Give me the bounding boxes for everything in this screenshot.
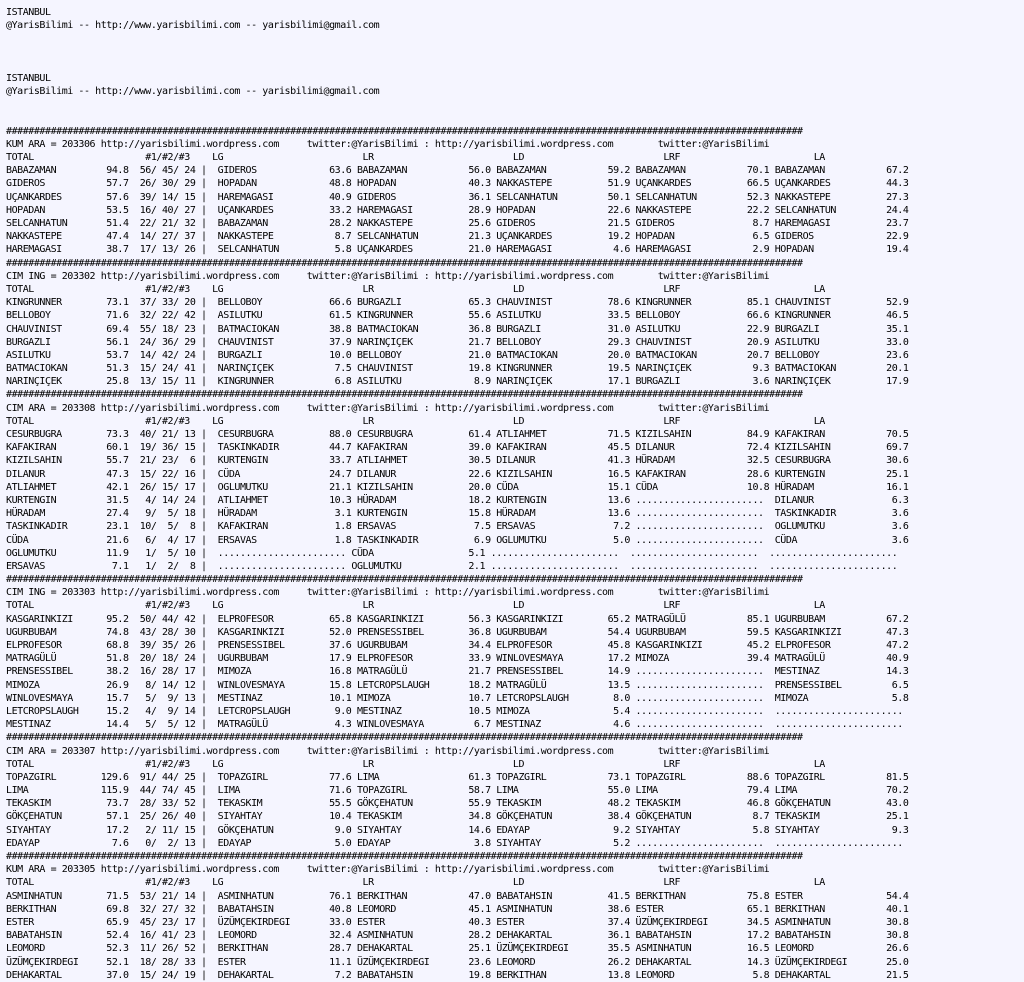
table-row: BERKITHAN 69.8 32/ 27/ 32 | BABATAHSIN 40.8 LEOMORD 45.1 ASMINHATUN 38.6 ESTER 65.1 BERKITHAN 40.1 [6, 903, 909, 915]
table-row: KINGRUNNER 73.1 37/ 33/ 20 | BELLOBOY 66.6 BURGAZLI 65.3 CHAUVINIST 78.6 KINGRUNNER 85.1 CHAUVINIST 52.9 [6, 297, 909, 309]
table-row: DEHAKARTAL 37.0 15/ 24/ 19 | DEHAKARTAL 7.2 BABATAHSIN 19.8 BERKITHAN 13.8 LEOMORD 5.8 DEHAKARTAL 21.5 [6, 969, 909, 981]
table-row: GÖKÇEHATUN 57.1 25/ 26/ 40 | SIYAHTAY 10.4 TEKASKIM 34.8 GÖKÇEHATUN 38.4 GÖKÇEHATUN 8.7 TEKASKIM 25.1 [6, 811, 909, 823]
race-title: CIM ING = 203303 http://yarisbilimi.wordpress.com twitter:@YarisBilimi : http://yarisbilimi.wordpress.com twitter:@YarisBilimi [6, 587, 770, 599]
table-row: KIZILSAHIN 55.7 21/ 23/ 6 | KURTENGIN 33.7 ATLIAHMET 30.5 DILANUR 41.3 HÜRADAM 32.5 CESURBUGRA 30.6 [6, 455, 909, 467]
column-header: TOTAL #1/#2/#3 LG LR LD LRF LA [6, 415, 825, 427]
table-row: CHAUVINIST 69.4 55/ 18/ 23 | BATMACIOKAN 38.8 BATMACIOKAN 36.8 BURGAZLI 31.0 ASILUTKU 22.9 BURGAZLI 35.1 [6, 323, 909, 335]
table-row: LETCROPSLAUGH 15.2 4/ 9/ 14 | LETCROPSLAUGH 9.0 MESTINAZ 10.5 MIMOZA 5.4 ....................... ....................... [6, 705, 903, 717]
document-body [6, 6, 908, 982]
table-row: ÜZÜMÇEKIRDEGI 52.1 18/ 28/ 33 | ESTER 11.1 ÜZÜMÇEKIRDEGI 23.6 LEOMORD 26.2 DEHAKARTAL 14.3 ÜZÜMÇEKIRDEGI 25.0 [6, 956, 909, 968]
table-row: ERSAVAS 7.1 1/ 2/ 8 | ....................... OGLUMUTKU 2.1 ....................... ....................... ....................... [6, 560, 898, 572]
header-city: ISTANBUL [6, 72, 51, 84]
header-city: ISTANBUL [6, 7, 51, 18]
table-row: ASILUTKU 53.7 14/ 42/ 24 | BURGAZLI 10.0 BELLOBOY 21.0 BATMACIOKAN 20.0 BATMACIOKAN 20.7 BELLOBOY 23.6 [6, 349, 909, 361]
table-row: GIDEROS 57.7 26/ 30/ 29 | HOPADAN 48.8 HOPADAN 40.3 NAKKASTEPE 51.9 UÇANKARDES 66.5 UÇANKARDES 44.3 [6, 178, 909, 190]
race-title: CIM ARA = 203308 http://yarisbilimi.wordpress.com twitter:@YarisBilimi : http://yarisbilimi.wordpress.com twitter:@YarisBilimi [6, 402, 770, 414]
column-header: TOTAL #1/#2/#3 LG LR LD LRF LA [6, 877, 825, 889]
race-title: CIM ING = 203302 http://yarisbilimi.wordpress.com twitter:@YarisBilimi : http://yarisbilimi.wordpress.com twitter:@YarisBilimi [6, 270, 770, 282]
table-row: TASKINKADIR 23.1 10/ 5/ 8 | KAFAKIRAN 1.8 ERSAVAS 7.5 ERSAVAS 7.2 ....................... OGLUMUTKU 3.6 [6, 521, 909, 533]
separator-line: ############################################################################################################################################### [6, 851, 803, 862]
blank-line [6, 98, 908, 111]
header-credit: @YarisBilimi -- http://www.yarisbilimi.com -- yarisbilimi@gmail.com [6, 86, 380, 98]
table-row: UGURBUBAM 74.8 43/ 28/ 30 | KASGARINKIZI 52.0 PRENSESSIBEL 36.8 UGURBUBAM 54.4 UGURBUBAM 59.5 KASGARINKIZI 47.3 [6, 626, 909, 638]
table-row: LEOMORD 52.3 11/ 26/ 52 | BERKITHAN 28.7 DEHAKARTAL 25.1 ÜZÜMÇEKIRDEGI 35.5 ASMINHATUN 16.5 LEOMORD 26.6 [6, 943, 909, 955]
table-row: MATRAGÜLÜ 51.8 20/ 18/ 24 | UGURBUBAM 17.9 ELPROFESOR 33.9 WINLOVESMAYA 17.2 MIMOZA 39.4 MATRAGÜLÜ 40.9 [6, 653, 909, 665]
table-row: KURTENGIN 31.5 4/ 14/ 24 | ATLIAHMET 10.3 HÜRADAM 18.2 KURTENGIN 13.6 ....................... DILANUR 6.3 [6, 494, 909, 506]
table-row: DILANUR 47.3 15/ 22/ 16 | CÜDA 24.7 DILANUR 22.6 KIZILSAHIN 16.5 KAFAKIRAN 28.6 KURTENGIN 25.1 [6, 468, 909, 480]
table-row: ELPROFESOR 68.8 39/ 35/ 26 | PRENSESSIBEL 37.6 UGURBUBAM 34.4 ELPROFESOR 45.8 KASGARINKIZI 45.2 ELPROFESOR 47.2 [6, 640, 909, 651]
separator-line: ############################################################################################################################################### [6, 732, 803, 744]
separator-line: ############################################################################################################################################### [6, 257, 803, 269]
table-row: BABAZAMAN 94.8 56/ 45/ 24 | GIDEROS 63.6 BABAZAMAN 56.0 BABAZAMAN 59.2 BABAZAMAN 70.1 BABAZAMAN 67.2 [6, 165, 909, 177]
table-row: EDAYAP 7.6 0/ 2/ 13 | EDAYAP 5.0 EDAYAP 3.8 SIYAHTAY 5.2 ....................... ....................... [6, 837, 903, 849]
table-row: BATMACIOKAN 51.3 15/ 24/ 41 | NARINÇIÇEK 7.5 CHAUVINIST 19.8 KINGRUNNER 19.5 NARINÇIÇEK 9.3 BATMACIOKAN 20.1 [6, 363, 909, 375]
column-header: TOTAL #1/#2/#3 LG LR LD LRF LA [6, 758, 825, 770]
blank-line [6, 46, 908, 59]
header-credit: @YarisBilimi -- http://www.yarisbilimi.com -- yarisbilimi@gmail.com [6, 20, 380, 32]
table-row: OGLUMUTKU 11.9 1/ 5/ 10 | ....................... CÜDA 5.1 ....................... ....................... ....................... [6, 547, 898, 559]
table-row: TEKASKIM 73.7 28/ 33/ 52 | TEKASKIM 55.5 GÖKÇEHATUN 55.9 TEKASKIM 48.2 TEKASKIM 46.8 GÖKÇEHATUN 43.0 [6, 798, 909, 810]
blank-line [6, 32, 908, 45]
table-row: SELCANHATUN 51.4 22/ 21/ 32 | BABAZAMAN 28.2 NAKKASTEPE 25.6 GIDEROS 21.5 GIDEROS 8.7 HAREMAGASI 23.7 [6, 218, 909, 229]
table-row: CÜDA 21.6 6/ 4/ 17 | ERSAVAS 1.8 TASKINKADIR 6.9 OGLUMUTKU 5.0 ....................... CÜDA 3.6 [6, 534, 909, 546]
table-row: ASMINHATUN 71.5 53/ 21/ 14 | ASMINHATUN 76.1 BERKITHAN 47.0 BABATAHSIN 41.5 BERKITHAN 75.8 ESTER 54.4 [6, 890, 909, 902]
table-row: BURGAZLI 56.1 24/ 36/ 29 | CHAUVINIST 37.9 NARINÇIÇEK 21.7 BELLOBOY 29.3 CHAUVINIST 20.9 ASILUTKU 33.0 [6, 336, 909, 348]
table-row: PRENSESSIBEL 38.2 16/ 28/ 17 | MIMOZA 16.8 MATRAGÜLÜ 21.7 PRENSESSIBEL 14.9 ....................... MESTINAZ 14.3 [6, 666, 909, 678]
table-row: NARINÇIÇEK 25.8 13/ 15/ 11 | KINGRUNNER 6.8 ASILUTKU 8.9 NARINÇIÇEK 17.1 BURGAZLI 3.6 NARINÇIÇEK 17.9 [6, 376, 909, 388]
table-row: SIYAHTAY 17.2 2/ 11/ 15 | GÖKÇEHATUN 9.0 SIYAHTAY 14.6 EDAYAP 9.2 SIYAHTAY 5.8 SIYAHTAY 9.3 [6, 824, 909, 836]
blank-line [6, 112, 908, 125]
table-row: LIMA 115.9 44/ 74/ 45 | LIMA 71.6 TOPAZGIRL 58.7 LIMA 55.0 LIMA 79.4 LIMA 70.2 [6, 785, 909, 797]
blank-line [6, 59, 908, 72]
race-title: CIM ARA = 203307 http://yarisbilimi.wordpress.com twitter:@YarisBilimi : http://yarisbilimi.wordpress.com twitter:@YarisBilimi [6, 745, 770, 757]
table-row: HAREMAGASI 38.7 17/ 13/ 26 | SELCANHATUN 5.8 UÇANKARDES 21.0 HAREMAGASI 4.6 HAREMAGASI 2.9 HOPADAN 19.4 [6, 244, 909, 256]
table-row: CESURBUGRA 73.3 40/ 21/ 13 | CESURBUGRA 88.0 CESURBUGRA 61.4 ATLIAHMET 71.5 KIZILSAHIN 84.9 KAFAKIRAN 70.5 [6, 429, 909, 440]
race-title: KUM ARA = 203305 http://yarisbilimi.wordpress.com twitter:@YarisBilimi : http://yarisbilimi.wordpress.com twitter:@YarisBilimi [6, 864, 770, 876]
table-row: BELLOBOY 71.6 32/ 22/ 42 | ASILUTKU 61.5 KINGRUNNER 55.6 ASILUTKU 33.5 BELLOBOY 66.6 KINGRUNNER 46.5 [6, 310, 909, 322]
table-row: WINLOVESMAYA 15.7 5/ 9/ 13 | MESTINAZ 10.1 MIMOZA 10.7 LETCROPSLAUGH 8.0 ....................... MIMOZA 5.8 [6, 692, 909, 704]
separator-line: ############################################################################################################################################### [6, 574, 803, 586]
column-header: TOTAL #1/#2/#3 LG LR LD LRF LA [6, 152, 825, 164]
table-row: TOPAZGIRL 129.6 91/ 44/ 25 | TOPAZGIRL 77.6 LIMA 61.3 TOPAZGIRL 73.1 TOPAZGIRL 88.6 TOPAZGIRL 81.5 [6, 771, 909, 783]
table-row: KAFAKIRAN 60.1 19/ 36/ 15 | TASKINKADIR 44.7 KAFAKIRAN 39.0 KAFAKIRAN 45.5 DILANUR 72.4 KIZILSAHIN 69.7 [6, 442, 909, 454]
table-row: HÜRADAM 27.4 9/ 5/ 18 | HÜRADAM 3.1 KURTENGIN 15.8 HÜRADAM 13.6 ....................... TASKINKADIR 3.6 [6, 508, 909, 520]
table-row: NAKKASTEPE 47.4 14/ 27/ 37 | NAKKASTEPE 8.7 SELCANHATUN 21.3 UÇANKARDES 19.2 HOPADAN 6.5 GIDEROS 22.9 [6, 231, 909, 243]
separator-line: ############################################################################################################################################### [6, 125, 803, 137]
table-row: ESTER 65.9 45/ 23/ 17 | ÜZÜMÇEKIRDEGI 33.0 ESTER 40.3 ESTER 37.4 ÜZÜMÇEKIRDEGI 34.5 ASMINHATUN 30.8 [6, 916, 909, 928]
table-row: MIMOZA 26.9 8/ 14/ 12 | WINLOVESMAYA 15.8 LETCROPSLAUGH 18.2 MATRAGÜLÜ 13.5 ....................... PRENSESSIBEL 6.5 [6, 679, 909, 691]
table-row: BABATAHSIN 52.4 16/ 41/ 23 | LEOMORD 32.4 ASMINHATUN 28.2 DEHAKARTAL 36.1 BABATAHSIN 17.2 BABATAHSIN 30.8 [6, 930, 909, 942]
column-header: TOTAL #1/#2/#3 LG LR LD LRF LA [6, 600, 825, 612]
table-row: KASGARINKIZI 95.2 50/ 44/ 42 | ELPROFESOR 65.8 KASGARINKIZI 56.3 KASGARINKIZI 65.2 MATRAGÜLÜ 85.1 UGURBUBAM 67.2 [6, 613, 909, 625]
table-row: ATLIAHMET 42.1 26/ 15/ 17 | OGLUMUTKU 21.1 KIZILSAHIN 20.0 CÜDA 15.1 CÜDA 10.8 HÜRADAM 16.1 [6, 481, 909, 493]
table-row: MESTINAZ 14.4 5/ 5/ 12 | MATRAGÜLÜ 4.3 WINLOVESMAYA 6.7 MESTINAZ 4.6 ....................... ....................... [6, 719, 903, 731]
table-row: HOPADAN 53.5 16/ 40/ 27 | UÇANKARDES 33.2 HAREMAGASI 28.9 HOPADAN 22.6 NAKKASTEPE 22.2 SELCANHATUN 24.4 [6, 204, 909, 216]
separator-line: ############################################################################################################################################### [6, 389, 803, 401]
table-row: UÇANKARDES 57.6 39/ 14/ 15 | HAREMAGASI 40.9 GIDEROS 36.1 SELCANHATUN 50.1 SELCANHATUN 52.3 NAKKASTEPE 27.3 [6, 191, 909, 203]
column-header: TOTAL #1/#2/#3 LG LR LD LRF LA [6, 283, 825, 295]
race-title: KUM ARA = 203306 http://yarisbilimi.wordpress.com twitter:@YarisBilimi : http://yarisbilimi.wordpress.com twitter:@YarisBilimi [6, 138, 770, 150]
